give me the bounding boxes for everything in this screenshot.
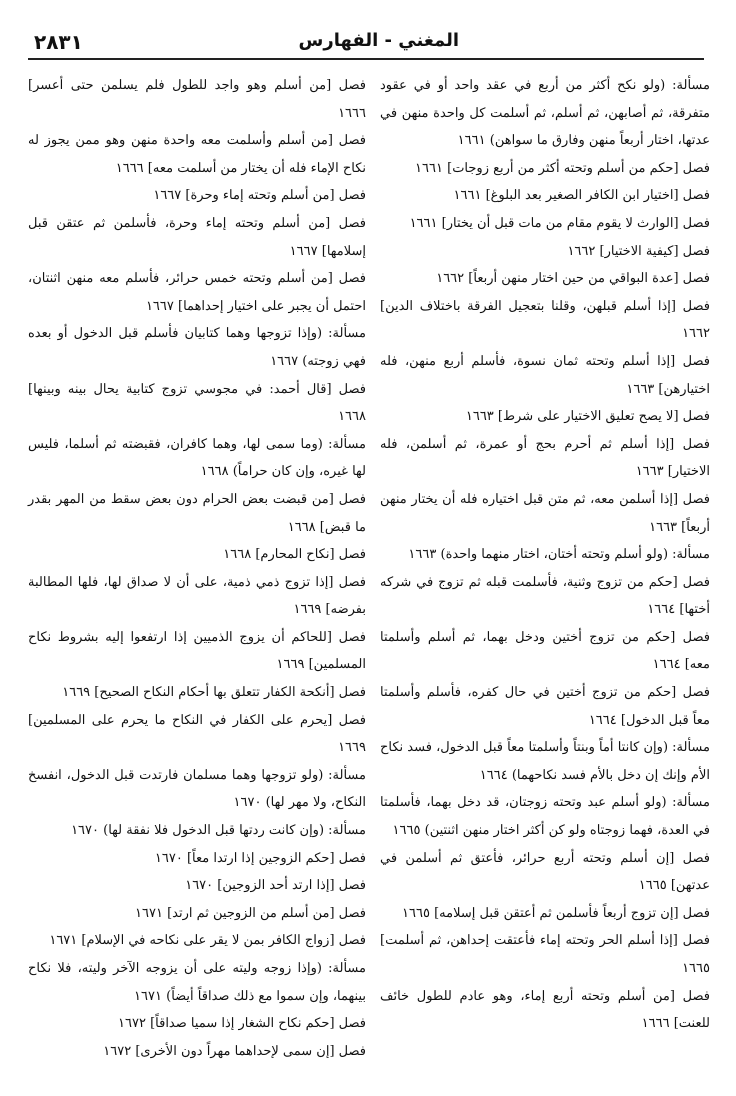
index-entry: فصل [من أسلم وتحته خمس حرائر، فأسلم معه منهن اثنتان، احتمل أن يجبر على اختيار إحداهما] ١٦٦٧: [28, 271, 366, 314]
index-entry: فصل [زواج الكافر بمن لا يقر على نكاحه في الإسلام] ١٦٧١: [49, 933, 366, 949]
index-entry: فصل [حكم من أسلم وتحته أكثر من أربع زوجات] ١٦٦١: [415, 160, 710, 176]
index-entry: مسألة: (ولو نكح أكثر من أربع في عقد واحد أو في عقود متفرقة، ثم أصابهن، ثم أسلم، ثم أسلمت كل واحدة منهن في عدتها، اختار أربعاً منهن وفارق ما سواهن) ١٦٦١: [380, 78, 710, 149]
index-entry: فصل [من أسلم وتحته أربع إماء، وهو عادم للطول خائف للعنت] ١٦٦٦: [380, 988, 710, 1032]
index-entry: فصل [إذا أسلم ثم أحرم بحج أو عمرة، ثم أسلمن، فله الاختيار] ١٦٦٣: [380, 436, 710, 480]
index-entry: فصل [الوارث لا يقوم مقام من مات قبل أن يختار] ١٦٦١: [409, 215, 710, 231]
index-entry: فصل [كيفية الاختيار] ١٦٦٢: [567, 243, 710, 259]
index-entry: مسألة: (وإذا زوجه وليته على أن يزوجه الآخر وليته، فلا نكاح بينهما، وإن سموا مع ذلك صداقاً أيضاً) ١٦٧١: [28, 961, 366, 1004]
page-header: [28, 28, 704, 60]
index-entry: فصل [من أسلم وهو واجد للطول فلم يسلمن حتى أعسر] ١٦٦٦: [28, 78, 366, 121]
index-entry: فصل [إن أسلم وتحته أربع حرائر، فأعتق ثم أسلمن في عدتهن] ١٦٦٥: [380, 850, 710, 894]
index-entry: فصل [إذا أسلم الحر وتحته إماء فأعتقت إحداهن، ثم أسلمت] ١٦٦٥: [380, 933, 710, 976]
index-entry: فصل [من أسلم وتحته إماء وحرة] ١٦٦٧: [153, 188, 366, 204]
index-entry: فصل [إذا تزوج ذمي ذمية، على أن لا صداق لها، فلها المطالبة بفرضه] ١٦٦٩: [28, 574, 366, 618]
index-entry: فصل [يحرم على الكفار في النكاح ما يحرم على المسلمين] ١٦٦٩: [28, 712, 366, 756]
index-entry: فصل [عدة البواقي من حين اختار منهن أربعاً] ١٦٦٢: [436, 271, 710, 287]
index-entry: فصل [إن تزوج أربعاً فأسلمن ثم أعتقن قبل إسلامه] ١٦٦٥: [402, 905, 710, 921]
index-entry: مسألة: (وإذا تزوجها وهما كتابيان فأسلم قبل الدخول أو بعده فهي زوجته) ١٦٦٧: [28, 326, 366, 369]
index-entry: فصل [إذا أسلمن معه، ثم متن قبل اختياره فله أن يختار منهن أربعاً] ١٦٦٣: [380, 491, 710, 535]
index-entry: فصل [حكم من تزوج أختين في حال كفره، فأسلم وأسلمتا معاً قبل الدخول] ١٦٦٤: [380, 685, 710, 728]
index-entry: فصل [إذا ارتد أحد الزوجين] ١٦٧٠: [185, 878, 366, 894]
index-entry: فصل [أنكحة الكفار تتعلق بها أحكام النكاح الصحيح] ١٦٦٩: [62, 685, 366, 701]
index-entry: مسألة: (ولو أسلم وتحته أختان، اختار منهما واحدة) ١٦٦٣: [408, 547, 710, 563]
index-entry: فصل [إن سمى لإحداهما مهراً دون الأخرى] ١٦٧٢: [103, 1043, 366, 1059]
index-entry: فصل [قال أحمد: في مجوسي تزوج كتابية يحال بينه وبينها] ١٦٦٨: [28, 381, 366, 425]
index-entry: مسألة: (وإن كانت ردتها قبل الدخول فلا نفقة لها) ١٦٧٠: [71, 823, 366, 839]
index-entry: فصل [لا يصح تعليق الاختيار على شرط] ١٦٦٣: [465, 409, 710, 425]
index-entry: فصل [حكم من تزوج أختين ودخل بهما، ثم أسلم وأسلمتا معه] ١٦٦٤: [380, 629, 710, 673]
index-entry: مسألة: (وإن كانتا أماً وبنتاً وأسلمتا معاً قبل الدخول، فسد نكاح الأم وإنك إن دخل بالأم فسد نكاحهما) ١٦٦٤: [380, 740, 710, 783]
index-column-right: [380, 72, 710, 1038]
running-title: المغني - الفهارس: [298, 30, 459, 51]
index-entry: مسألة: (ولو تزوجها وهما مسلمان فارتدت قبل الدخول، انفسخ النكاح، ولا مهر لها) ١٦٧٠: [28, 767, 366, 811]
index-entry: فصل [إذا أسلم وتحته ثمان نسوة، فأسلم أربع منهن، فله اختيارهن] ١٦٦٣: [380, 353, 710, 397]
index-entry: فصل [من قبضت بعض الحرام دون بعض سقط من المهر بقدر ما قبض] ١٦٦٨: [28, 491, 366, 535]
index-entry: فصل [من أسلم وأسلمت معه واحدة منهن وهو ممن يجوز له نكاح الإماء فله أن يختار من أسلمت معه] ١٦٦٦: [28, 133, 366, 176]
index-entry: مسألة: (وما سمى لها، وهما كافران، فقبضته ثم أسلما، فليس لها غيره، وإن كان حراماً) ١٦٦٨: [28, 436, 366, 480]
index-column-left: [28, 72, 366, 1065]
index-entry: فصل [نكاح المحارم] ١٦٦٨: [223, 547, 366, 563]
index-entry: فصل [للحاكم أن يزوج الذميين إذا ارتفعوا إليه بشروط نكاح المسلمين] ١٦٦٩: [28, 629, 366, 673]
index-entry: فصل [اختيار ابن الكافر الصغير بعد البلوغ] ١٦٦١: [453, 188, 710, 204]
index-entry: فصل [حكم الزوجين إذا ارتدا معاً] ١٦٧٠: [154, 850, 366, 866]
index-entry: فصل [إذا أسلم قبلهن، وقلنا بتعجيل الفرقة باختلاف الدين] ١٦٦٢: [380, 298, 710, 342]
index-entry: فصل [حكم من تزوج وثنية، فأسلمت قبله ثم تزوج في شركه أختها] ١٦٦٤: [380, 574, 710, 618]
index-entry: مسألة: (ولو أسلم عبد وتحته زوجتان، قد دخل بهما، فأسلمتا في العدة، فهما زوجتاه ولو كن أكثر اختار منهن اثنتين) ١٦٦٥: [380, 795, 710, 839]
index-entry: فصل [من أسلم وتحته إماء وحرة، فأسلمن ثم عتقن قبل إسلامها] ١٦٦٧: [28, 215, 366, 259]
index-entry: فصل [حكم نكاح الشغار إذا سميا صداقاً] ١٦٧٢: [118, 1016, 366, 1032]
page-number: ٢٨٣١: [34, 30, 83, 54]
index-entry: فصل [من أسلم من الزوجين ثم ارتد] ١٦٧١: [135, 905, 366, 921]
